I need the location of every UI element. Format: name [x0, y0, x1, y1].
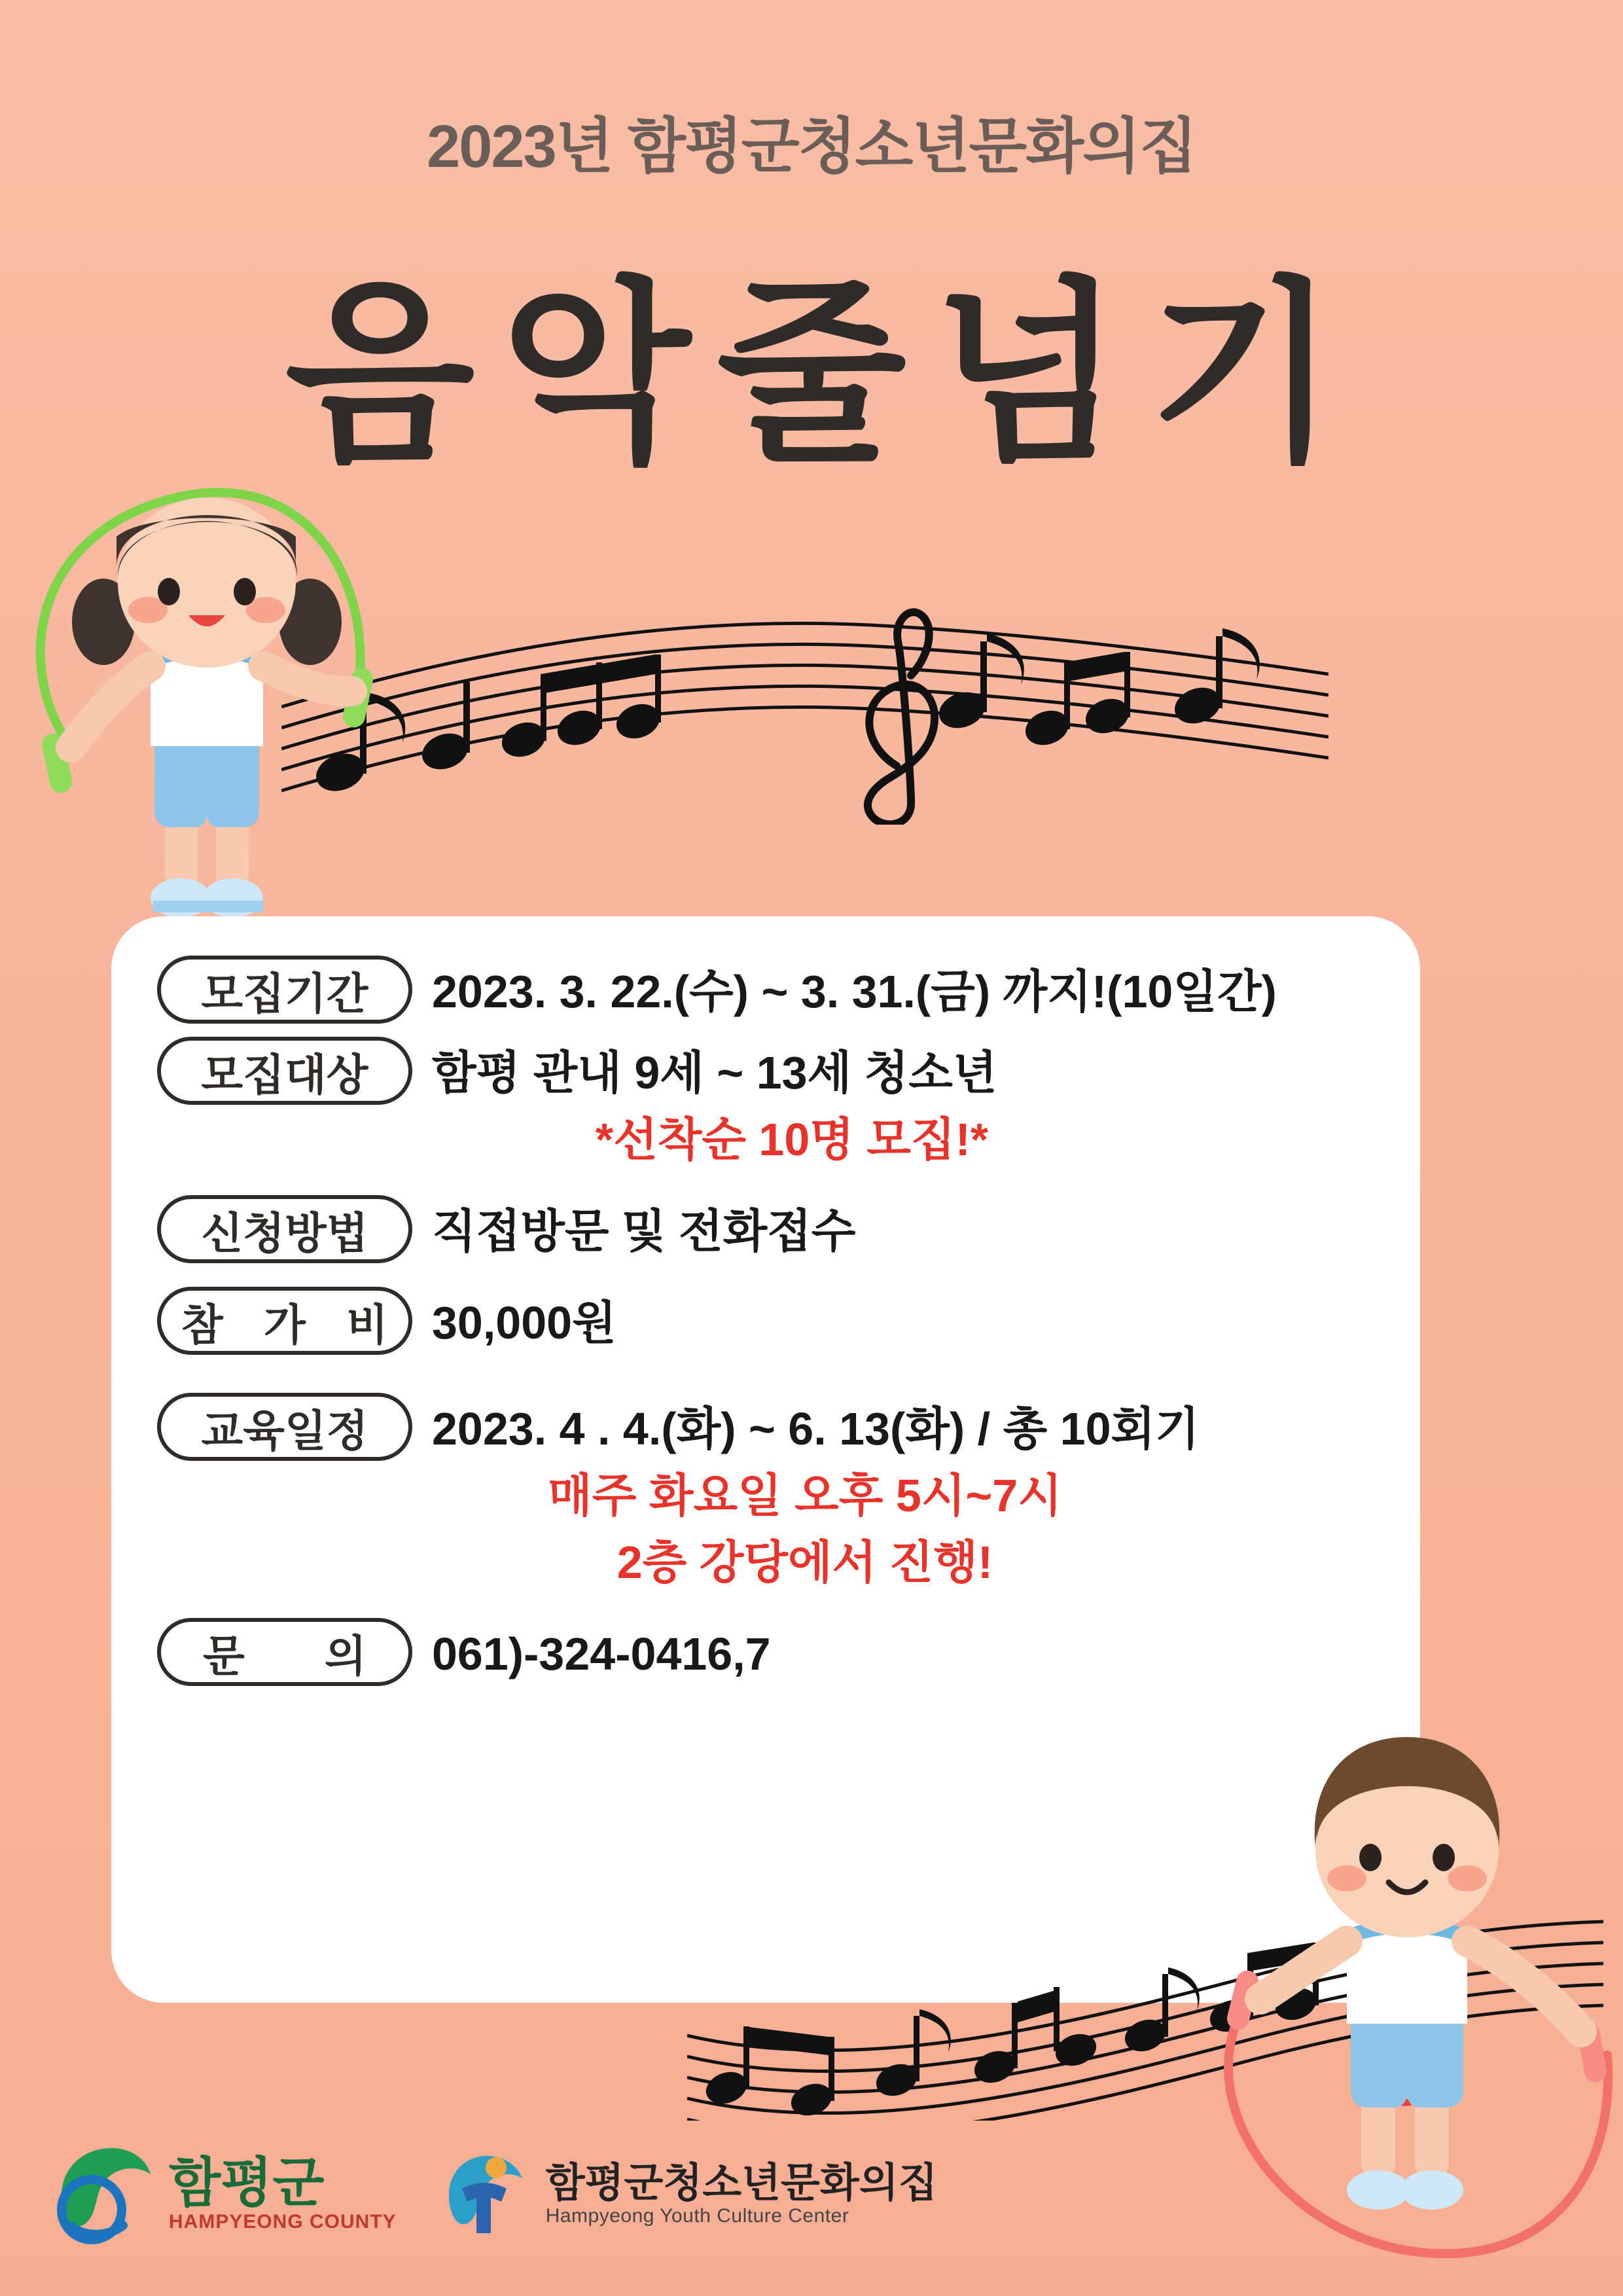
value-schedule	[412, 1393, 1387, 1596]
value-line-highlight: 2층 강당에서 진행!	[616, 1537, 993, 1588]
value-contact	[412, 1618, 1387, 1687]
value-apply-method	[412, 1195, 1387, 1265]
value-line-highlight: 매주 화요일 오후 5시~7시	[548, 1470, 1062, 1521]
hampyeong-emblem-icon	[46, 2139, 157, 2250]
value-fee	[412, 1287, 1387, 1356]
page-title: 음악줄넘기	[285, 264, 1364, 484]
value-line: 2023. 4 . 4.(화) ~ 6. 13(화) / 총 10회기	[432, 1403, 1200, 1454]
music-staff-top-icon	[281, 576, 1329, 825]
value-line: 061)-324-0416,7	[432, 1628, 771, 1679]
value-recruit-period	[412, 956, 1387, 1025]
value-line: 함평 관내 9세 ~ 13세 청소년	[432, 1047, 997, 1098]
youth-center-name-en: Hampyeong Youth Culture Center	[545, 2205, 849, 2227]
label-schedule: 교육일정	[157, 1393, 412, 1461]
info-row-contact	[157, 1618, 1387, 1687]
value-line-highlight: *선착순 10명 모집!*	[595, 1114, 989, 1165]
youth-center-logo	[436, 2145, 938, 2244]
info-row-schedule	[157, 1393, 1387, 1596]
hampyeong-county-logo	[46, 2139, 397, 2250]
girl-jumping-rope-illustration	[20, 458, 425, 982]
hampyeong-name-kr: 함평군	[169, 2153, 325, 2213]
label-contact: 문 의	[157, 1618, 412, 1686]
footer-logos	[46, 2139, 938, 2250]
value-target	[412, 1037, 1387, 1173]
youth-center-name-kr: 함평군청소년문화의집	[545, 2161, 938, 2206]
info-row-target	[157, 1037, 1387, 1173]
info-row-fee	[157, 1287, 1387, 1356]
label-apply-method: 신청방법	[157, 1195, 412, 1263]
label-target: 모집대상	[157, 1037, 412, 1105]
label-recruit-period: 모집기간	[157, 956, 412, 1024]
info-row-apply-method	[157, 1195, 1387, 1265]
info-row-recruit-period	[157, 956, 1387, 1025]
label-fee: 참 가 비	[157, 1287, 412, 1355]
value-line: 2023. 3. 22.(수) ~ 3. 31.(금) 까지!(10일간)	[432, 966, 1277, 1017]
poster-subtitle: 2023년 함평군청소년문화의집	[427, 113, 1196, 180]
info-rows	[157, 956, 1387, 1699]
value-line: 30,000원	[432, 1297, 616, 1348]
hampyeong-name-en: HAMPYEONG COUNTY	[169, 2211, 397, 2233]
boy-jumping-rope-illustration	[1198, 1689, 1616, 2278]
value-line: 직접방문 및 전화접수	[432, 1206, 856, 1257]
youth-center-emblem-icon	[436, 2145, 534, 2244]
